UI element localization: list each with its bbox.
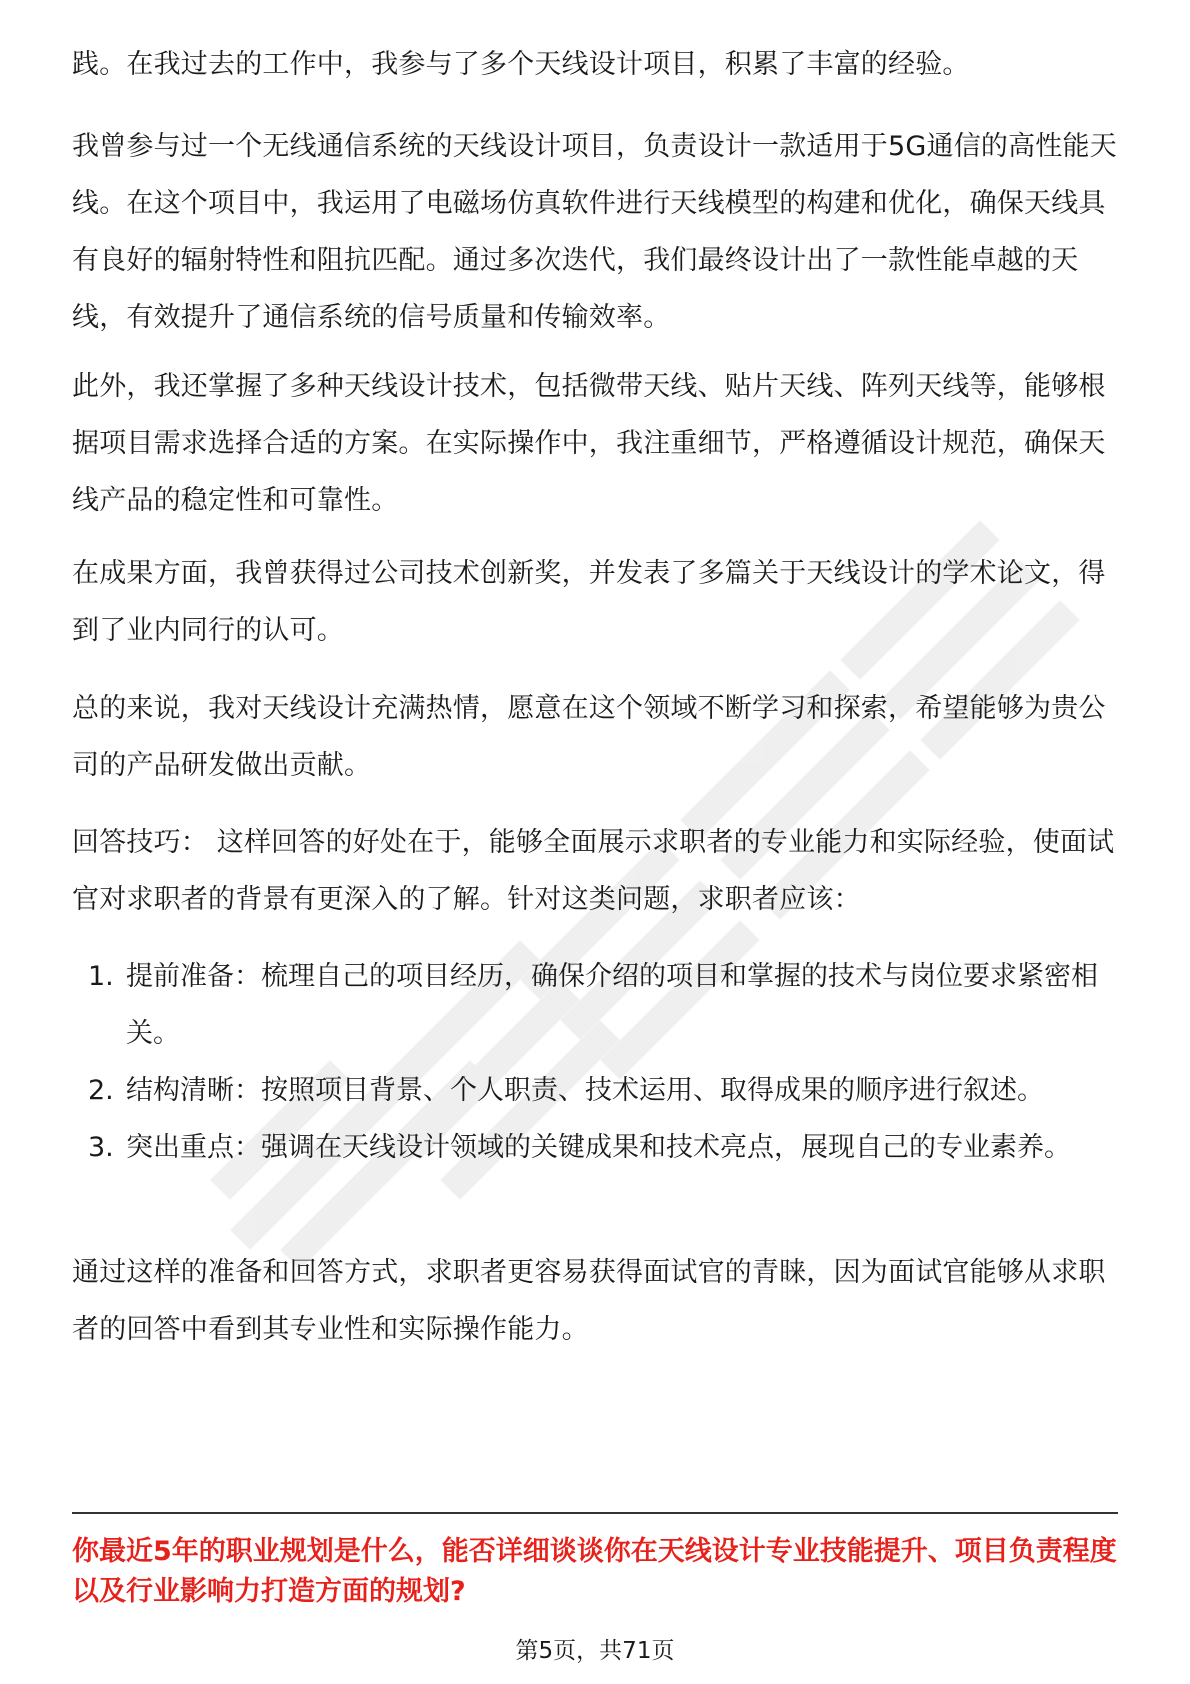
- list-item-text: 结构清晰：按照项目背景、个人职责、技术运用、取得成果的顺序进行叙述。: [126, 1075, 1044, 1106]
- paragraph-intro-tail: 践。在我过去的工作中，我参与了多个天线设计项目，积累了丰富的经验。: [72, 49, 970, 80]
- section-divider: [72, 1512, 1118, 1514]
- paragraph-summary: 总的来说，我对天线设计充满热情，愿意在这个领域不断学习和探索，希望能够为贵公司的产品研发做出贡献。: [72, 693, 1106, 781]
- paragraph-answer-tips: 回答技巧： 这样回答的好处在于，能够全面展示求职者的专业能力和实际经验，使面试官对求职者的背景有更深入的了解。针对这类问题，求职者应该：: [72, 827, 1115, 915]
- next-question-heading: 你最近5年的职业规划是什么，能否详细谈谈你在天线设计专业技能提升、项目负责程度以及行业影响力打造方面的规划?: [72, 1536, 1117, 1607]
- list-item: [72, 1119, 1118, 1176]
- paragraph-5g-project: 我曾参与过一个无线通信系统的天线设计项目，负责设计一款适用于5G通信的高性能天线。在这个项目中，我运用了电磁场仿真软件进行天线模型的构建和优化，确保天线具有良好的辐射特性和阻抗匹配。通过多次迭代，我们最终设计出了一款性能卓越的天线，有效提升了通信系统的信号质量和传输效率。: [72, 131, 1117, 333]
- document-page: [72, 0, 1118, 1684]
- list-item: [72, 948, 1118, 1062]
- list-item: [72, 1062, 1118, 1119]
- list-item-number: 1.: [88, 961, 114, 992]
- paragraph-antenna-techniques: 此外，我还掌握了多种天线设计技术，包括微带天线、贴片天线、阵列天线等，能够根据项目需求选择合适的方案。在实际操作中，我注重细节，严格遵循设计规范，确保天线产品的稳定性和可靠性。: [72, 371, 1106, 516]
- paragraph-achievements: 在成果方面，我曾获得过公司技术创新奖，并发表了多篇关于天线设计的学术论文，得到了业内同行的认可。: [72, 558, 1106, 646]
- page-number-footer: 第5页，共71页: [515, 1638, 675, 1664]
- list-item-number: 3.: [88, 1132, 114, 1163]
- list-item-text: 突出重点：强调在天线设计领域的关键成果和技术亮点，展现自己的专业素养。: [126, 1132, 1071, 1163]
- paragraph-closing: 通过这样的准备和回答方式，求职者更容易获得面试官的青睐，因为面试官能够从求职者的回答中看到其专业性和实际操作能力。: [72, 1257, 1106, 1345]
- list-item-number: 2.: [88, 1075, 114, 1106]
- list-item-text: 提前准备：梳理自己的项目经历，确保介绍的项目和掌握的技术与岗位要求紧密相关。: [126, 961, 1098, 1049]
- tips-list: [72, 948, 1118, 1176]
